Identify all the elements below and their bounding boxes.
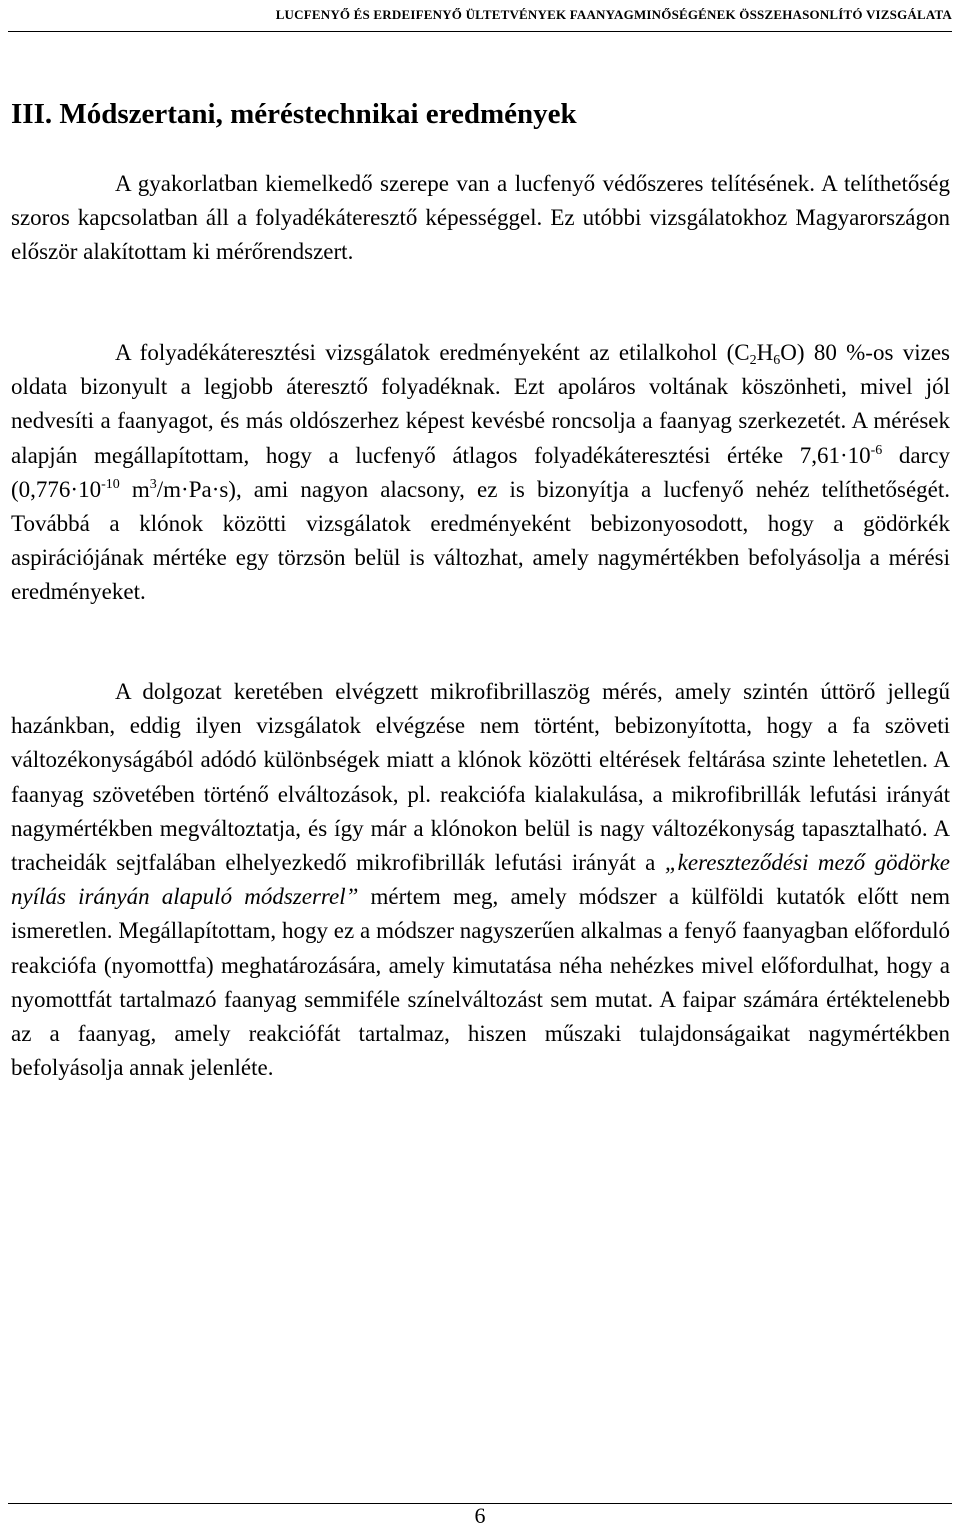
paragraph-3-text-b: mértem meg, amely módszer a külföldi kutatók előtt nem ismeretlen. Megállapítottam, hogy ez a módszer nagyszerűen alkalmas a fenyő faanyagban előforduló reakciófa (nyomottfa) meghatározására, amely kimutatása néha nehézkes mivel előfordulhat, hogy a nyomottfát tartalmazó faanyag semmiféle színelváltozást sem mutat. A faipar számára értéktelenebb az a faanyag, amely reakciófát tartalmaz, hiszen műszaki tulajdonságaikat nagymértékben befolyásolja annak jelenléte. — [11, 884, 950, 1081]
paragraph-2 — [11, 336, 950, 610]
paragraph-2-text-a: A folyadékáteresztési vizsgálatok eredményeként az etilalkohol (C — [115, 340, 750, 365]
paragraph-3 — [11, 675, 950, 1085]
paragraph-3-text-a: A dolgozat keretében elvégzett mikrofibrillaszög mérés, amely szintén úttörő jellegű hazánkban, eddig ilyen vizsgálatok elvégzése nem történt, bebizonyította, hogy a fa szöveti változékonyságából adódó különbségek miatt a klónok közötti eltérések feltárása szinte lehetetlen. A faanyag szövetében történő elváltozások, pl. reakciófa kialakulása, a mikrofibrillák lefutási irányát nagymértékben megváltoztatja, és így már a klónokon belül is nagy változékonyság tapasztalható. A tracheidák sejtfalában elhelyezkedő mikrofibrillák lefutási irányát a — [11, 679, 950, 876]
page-number: 6 — [474, 1503, 486, 1528]
italic-method-name: „kereszteződési mező gödörke nyílás irányán alapuló módszerrel” — [11, 850, 951, 910]
subscript-6: 6 — [773, 353, 781, 368]
paragraph-2-text-b: H — [756, 340, 774, 365]
section-title: III. Módszertani, méréstechnikai eredmények — [11, 98, 577, 130]
paragraph-1 — [11, 167, 950, 270]
superscript-exponent-b: -10 — [101, 476, 120, 492]
paragraph-2-text-e: m — [119, 476, 150, 502]
paragraph-2-text-c: O) 80 %-os vizes oldata bizonyult a legjobb áteresztő folyadéknak. Ezt apoláros voltának köszönheti, mivel jól nedvesíti a faanyagot, és más oldószerhez képest kevésbé roncsolja a faanyag szerkezetét. A mérések alapján megállapítottam, hogy a lucfenyő átlagos folyadékáteresztési értéke 7,61·10 — [11, 340, 951, 468]
superscript-exponent-a: -6 — [870, 442, 883, 458]
paragraph-1-text: A gyakorlatban kiemelkedő szerepe van a lucfenyő védőszeres telítésének. A telíthetőség szoros kapcsolatban áll a folyadékáteresztő képességgel. Ez utóbbi vizsgálatokhoz Magyarországon először alakítottam ki mérőrendszert. — [11, 171, 950, 265]
running-header — [8, 0, 952, 32]
running-header-title: LUCFENYŐ ÉS ERDEIFENYŐ ÜLTETVÉNYEK FAANYAGMINŐSÉGÉNEK ÖSSZEHASONLÍTÓ VIZSGÁLATA — [275, 7, 952, 22]
paragraph-2-text-f: /m·Pa·s), ami nagyon alacsony, ez is bizonyítja a lucfenyő nehéz telíthetőségét. Továbbá a klónok közötti vizsgálatok eredményeként bebizonyosodott, hogy a gödörkék aspirációjának mértéke egy törzsön belül is változhat, amely nagymértékben befolyásolja a mérési eredményeket. — [11, 476, 951, 605]
paragraph-2-text-d: darcy (0,776·10 — [11, 442, 950, 502]
subscript-2: 2 — [749, 353, 757, 368]
superscript-exponent-c: 3 — [149, 476, 157, 492]
